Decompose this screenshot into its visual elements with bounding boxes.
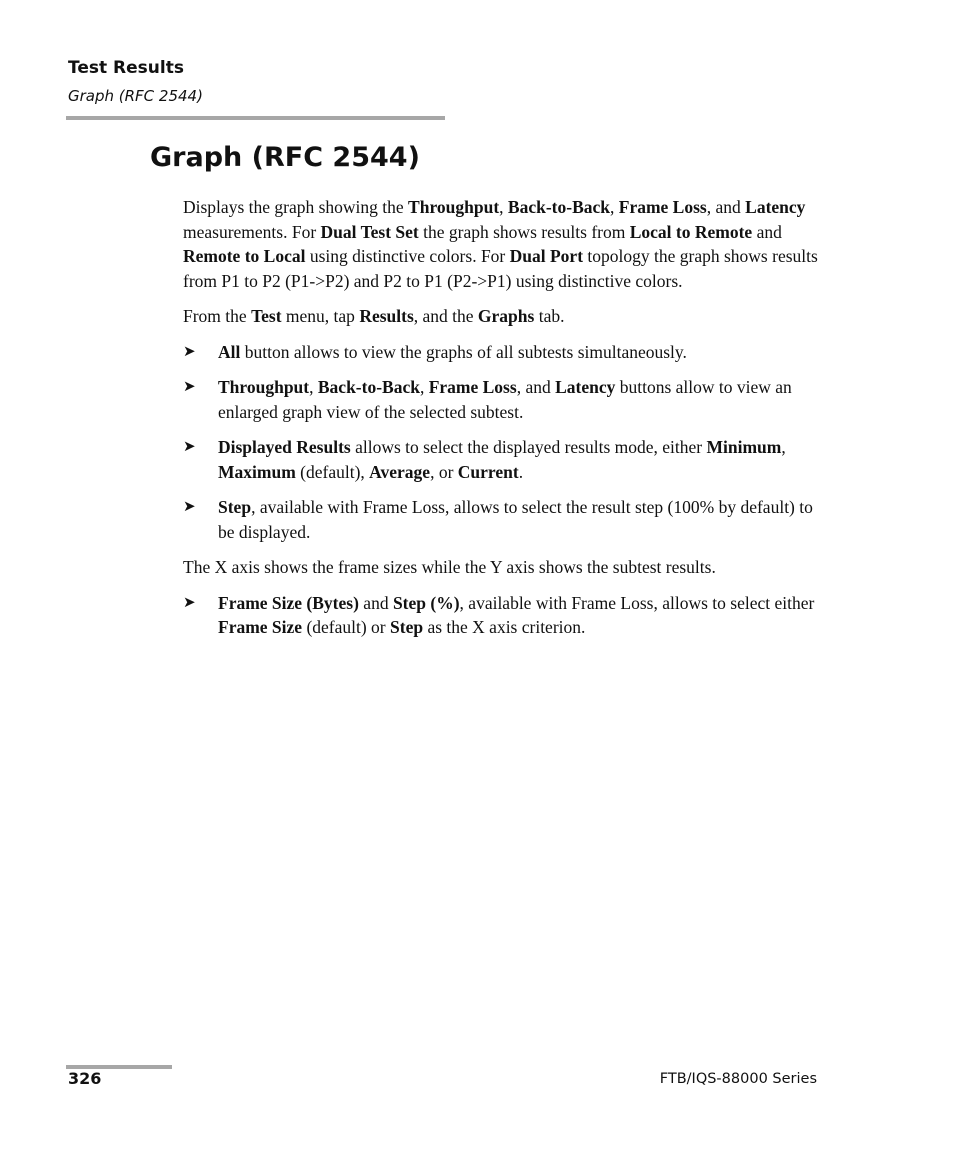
bullet-text: as the X axis criterion. <box>423 617 586 637</box>
bullet-text: (default), <box>295 461 370 482</box>
bullet-arrow-icon: ➤ <box>183 594 196 611</box>
bullet-arrow-icon: ➤ <box>183 439 196 455</box>
bullet-arrow-icon: ➤ <box>183 379 196 395</box>
body-content <box>183 195 823 651</box>
term-back-to-back: Back-to-Back <box>507 197 610 217</box>
list-item-axis-criterion <box>183 591 823 640</box>
intro-text-8: using distinctive colors. For <box>305 246 510 266</box>
term-latency: Latency <box>555 377 616 397</box>
term-results: Results <box>359 306 414 326</box>
header-rule <box>66 116 445 120</box>
term-graphs: Graphs <box>477 306 535 326</box>
bullet-text: allows to select the displayed results mode, either <box>350 437 707 457</box>
term-maximum: Maximum <box>218 461 296 482</box>
nav-text-2: menu, tap <box>281 306 360 326</box>
term-all: All <box>218 341 241 362</box>
bullet-text: , <box>781 437 786 457</box>
term-local-to-remote: Local to Remote <box>629 221 753 242</box>
intro-text-5: measurements. For <box>183 221 321 242</box>
bullet-text: , and <box>516 377 556 397</box>
term-throughput: Throughput <box>218 377 310 397</box>
bullet-text: , available with Frame Loss, allows to select the result step (100% by default) to be displayed. <box>218 497 813 542</box>
bullet-text: button allows to view the graphs of all subtests simultaneously. <box>240 341 687 362</box>
intro-text-9: topology the graph shows results from P1 to P2 (P1->P2) and P2 to P1 (P2->P1) using distinctive colors. <box>183 246 818 291</box>
term-frame-size-bytes: Frame Size (Bytes) <box>218 592 359 613</box>
term-average: Average <box>369 461 431 482</box>
nav-text-4: tab. <box>534 306 565 326</box>
term-current: Current <box>457 461 519 482</box>
bullet-text: (default) or <box>302 617 391 637</box>
bullet-text: . <box>518 461 524 482</box>
bullet-arrow-icon: ➤ <box>183 343 196 360</box>
intro-text-3: , <box>610 197 619 217</box>
intro-text-4: , and <box>706 197 746 217</box>
list-item-step <box>183 495 823 544</box>
page-number: 326 <box>68 1069 102 1088</box>
bullet-text: , or <box>430 461 458 482</box>
term-back-to-back: Back-to-Back <box>317 377 420 397</box>
intro-text-1: Displays the graph showing the <box>183 197 409 217</box>
axis-paragraph: The X axis shows the frame sizes while the Y axis shows the subtest results. <box>183 557 716 577</box>
bullet-text: , <box>419 377 429 397</box>
intro-text-6: the graph shows results from <box>418 221 630 242</box>
term-dual-port: Dual Port <box>509 246 584 266</box>
term-throughput: Throughput <box>408 197 500 217</box>
intro-paragraph <box>183 195 823 293</box>
term-minimum: Minimum <box>706 437 782 457</box>
term-frame-loss: Frame Loss <box>428 377 517 397</box>
term-remote-to-local: Remote to Local <box>183 246 306 266</box>
list-item-all <box>183 340 823 365</box>
term-test: Test <box>251 306 282 326</box>
term-frame-size: Frame Size <box>218 617 303 637</box>
intro-text-2: , <box>499 197 508 217</box>
term-step-percent: Step (%) <box>392 592 460 613</box>
bullet-text: , available with Frame Loss, allows to select either <box>459 592 815 613</box>
intro-text-7: and <box>752 221 782 242</box>
navigation-paragraph <box>183 304 823 329</box>
bullet-text: , <box>309 377 318 397</box>
nav-text-1: From the <box>183 306 252 326</box>
page-title: Graph (RFC 2544) <box>150 142 420 173</box>
list-item-subtest-buttons <box>183 375 823 424</box>
term-frame-loss: Frame Loss <box>618 197 707 217</box>
running-header-section: Test Results <box>68 58 184 78</box>
term-step: Step <box>390 617 424 637</box>
bullet-arrow-icon: ➤ <box>183 499 196 515</box>
term-dual-test-set: Dual Test Set <box>320 221 419 242</box>
bullet-text: buttons allow to view an enlarged graph view of the selected subtest. <box>218 377 792 422</box>
term-step: Step <box>218 497 252 517</box>
nav-text-3: , and the <box>413 306 478 326</box>
bullet-text: and <box>358 592 393 613</box>
running-header-subsection: Graph (RFC 2544) <box>68 87 203 105</box>
list-item-displayed-results <box>183 435 823 484</box>
product-series: FTB/IQS-88000 Series <box>659 1071 817 1087</box>
term-latency: Latency <box>745 197 806 217</box>
term-displayed-results: Displayed Results <box>218 437 351 457</box>
